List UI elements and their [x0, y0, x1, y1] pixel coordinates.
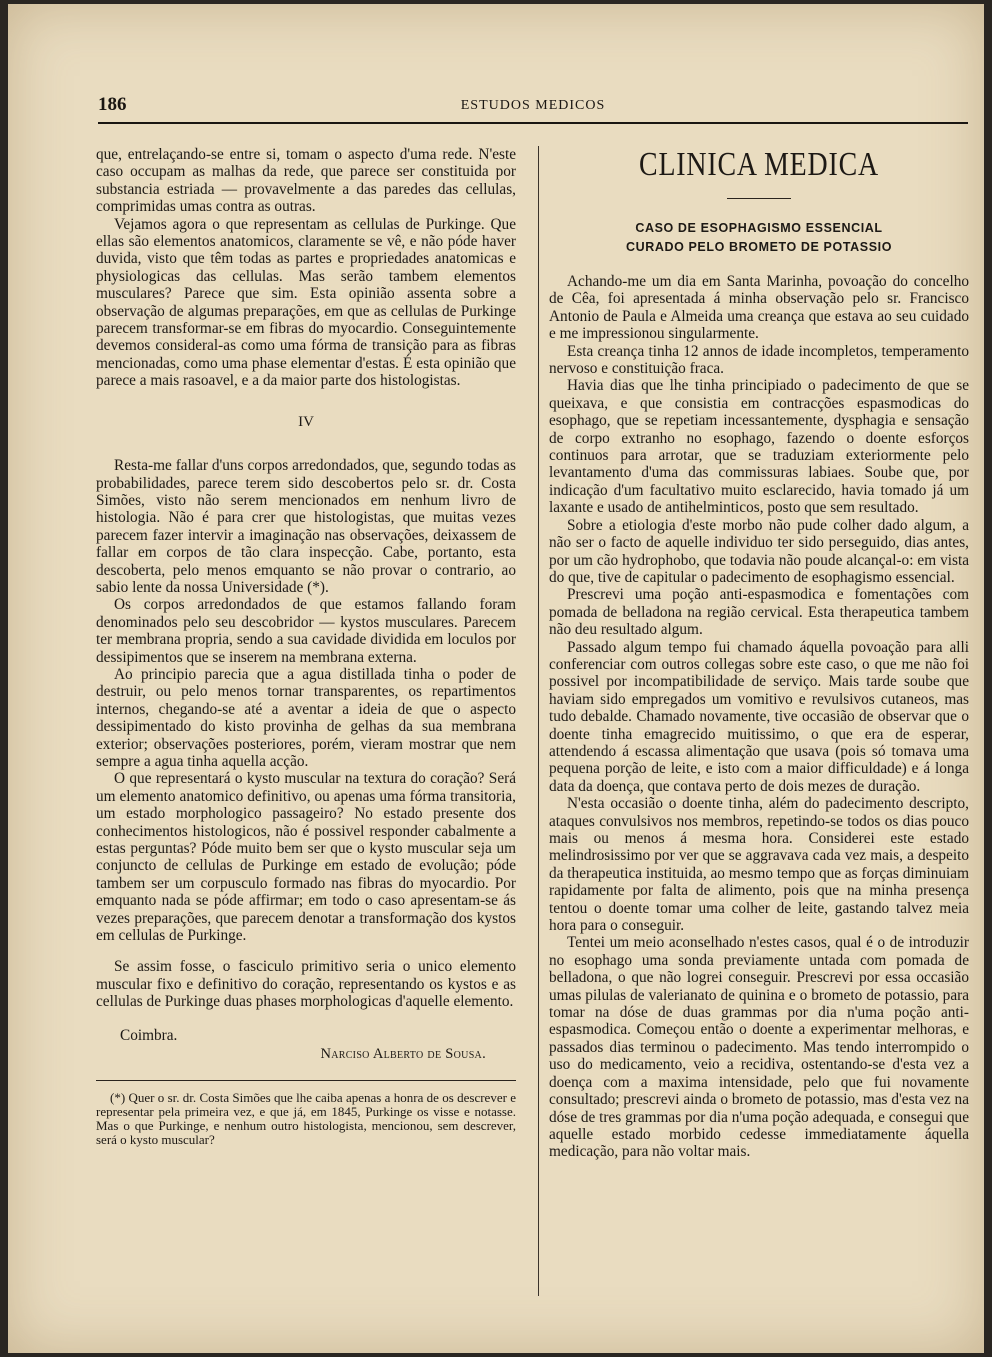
paragraph: Achando-me um dia em Santa Marinha, povoação do concelho de Cêa, foi apresentada á minha observação pelo sr. Francisco Antonio de Paula e Almeida uma creança que estava ao seu cuidado e me impressionou singularmente. [549, 273, 969, 343]
running-header [98, 92, 968, 124]
paragraph: que, entrelaçando-se entre si, tomam o aspecto d'uma rede. N'este caso occupam as malhas da rede, que parece ser constituida por substancia estriada — provavelmente a das paredes das cellulas, comprimidas umas contra as outras. [96, 146, 516, 216]
paragraph: Esta creança tinha 12 annos de idade incompletos, temperamento nervoso e constituição fraca. [549, 342, 969, 378]
paragraph: Se assim fosse, o fasciculo primitivo seria o unico elemento muscular fixo e definitivo do coração, representando os kystos e as cellulas de Purkinge duas phases morphologicas d'aquelle elemento. [96, 958, 516, 1011]
paragraph: Passado algum tempo fui chamado áquella povoação para alli conferenciar com outros collegas sobre este caso, o que me não foi possivel por incompatibilidade de serviço. Mais tarde soube que haviam sido empregados um vomitivo e revulsivos cutaneos, mas tudo debalde. Chamado novamente, tive occasião de observar que o doente tinha emagrecido muitissimo, o que era de esperar, attendendo á escassa alimentação que usava (pois só tomava uma pequena porção de leite, e isto com a maior difficuldade) e á longa data da doença, que contava perto de dois mezes de duração. [549, 638, 969, 795]
paragraph: N'esta occasião o doente tinha, além do padecimento descripto, ataques convulsivos nos membros, repetindo-se todos os dias pouco mais ou menos á mesma hora. Considerei este estado melindrosissimo por ver que se aggravava cada vez mais, a despeito da therapeutica instituida, ao mesmo tempo que as forças diminuiam rapidamente por falta de alimento, pois que na minha presença tentou o doente tomar uma colher de leite, gastando talvez meia hora para o conseguir. [549, 795, 969, 935]
section-numeral: IV [298, 413, 314, 430]
footnote-divider [96, 1080, 516, 1081]
paragraph: Os corpos arredondados de que estamos fallando foram denominados pelo seu descobridor — kystos musculares. Parecem ter membrana propria, sendo a sua cavidade dividida em loculos por dessipimentos que se inserem na membrana externa. [96, 596, 516, 666]
column-divider [538, 146, 539, 1296]
right-column [549, 146, 969, 1161]
paragraph: Vejamos agora o que representam as cellulas de Purkinge. Que ellas são elementos anatomicos, claramente se vê, e não póde haver duvida, visto que têm todas as partes e propriedades anatomicas e physiologicas das cellulas. Mas serão tambem elementos musculares? Parece que sim. Esta opinião assenta sobre a observação de algumas preparações, em que as cellulas de Purkinge parecem transformar-se em fibras do myocardio. Conseguintemente devemos consideral-as como uma fórma de transição para as fibras mencionadas, como uma phase elementar d'estas. É esta opinião que parece a mais rasoavel, e a da maior parte dos histologistas. [96, 215, 516, 390]
left-column [96, 146, 516, 1147]
subtitle-line: CURADO PELO BROMETO DE POTASSIO [625, 240, 893, 254]
author-signature: Narciso Alberto de Sousa. [320, 1046, 486, 1063]
paragraph: Prescrevi uma poção anti-espasmodica e fomentações com pomada de belladona na região cervical. Esta therapeutica tambem não deu resultado algum. [549, 586, 969, 639]
page-number: 186 [98, 94, 127, 115]
paragraph: Ao principio parecia que a agua distillada tinha o poder de destruir, ou pelo menos tornar transparentes, os repartimentos internos, chegando-se até a aventar a ideia de que o aspecto dessipimentado do kisto provinha de gelhas da sua membrana exterior; observações posteriores, porém, vieram mostrar que nem sempre a agua tinha aquella acção. [96, 665, 516, 770]
paragraph: Sobre a etiologia d'este morbo não pude colher dado algum, a não ser o facto de aquelle individuo ter sido perseguido, dias antes, por um cão hydrophobo, que todavia não poude alcançal-o: em vista do que, tive de capitular o padecimento de esophagismo essencial. [549, 516, 969, 586]
paragraph: Havia dias que lhe tinha principiado o padecimento de que se queixava, e que consistia em contracções espasmodicas do esophago, que se repetiam incessantemente, dysphagia e sensação de corpo extranho no esophago, fazendo o doente esforços continuos para arrotar, que se traduziam exteriormente pelo levantamento d'uma das commissuras labiaes. Soube que, por indicação d'um facultativo muito esclarecido, havia tomado já um laxante e usado de antihelminticos, posto que sem resultado. [549, 377, 969, 517]
document-page [8, 4, 984, 1353]
paragraph: Tentei um meio aconselhado n'estes casos, qual é o de introduzir no esophago uma sonda previamente untada com pomada de belladona, o que não logrei conseguir. Prescrevi por essa occasião umas pilulas de valerianato de quinina e o brometo de potassio, para tomar na dóse de duas grammas por dia n'uma poção anti-espasmodica. Começou então o doente a experimentar melhoras, e passados dias terminou o padecimento. Mas tendo interrompido o uso do medicamento, veio a recidiva, ostentando-se d'esta vez a doença com a maxima intensidade, pelo que fui novamente consultado; prescrevi ainda o brometo de potassio, mas d'esta vez na dóse de tres grammas por dia n'uma poção adequada, e consegui que aquelle estado morbido cedesse immediatamente áquella medicação, para não voltar mais. [549, 934, 969, 1161]
title-divider [727, 198, 791, 199]
paragraph: Resta-me fallar d'uns corpos arredondados, que, segundo todas as probabilidades, parece terem sido descobertos pelo sr. dr. Costa Simões, visto não serem mencionados em nenhum livro de histologia. Não é para crer que histologistas, que muitas vezes parecem fazer intervir a imaginação nas observações, deixassem de fallar em corpos de tão clara inspecção. Cabe, portanto, esta descoberta, pelo menos emquanto se não provar o contrario, ao sabio lente da nossa Universidade (*). [96, 457, 516, 596]
section-title: CLINICA MEDICA [639, 146, 879, 183]
article-subtitle [549, 219, 969, 257]
paragraph: O que representará o kysto muscular na textura do coração? Será um elemento anatomico definitivo, ou apenas uma fórma transitoria, um estado morphologico passageiro? No estado presente dos conhecimentos histologicos, não é possivel responder cabalmente a estas perguntas? Póde muito bem ser que o kysto muscular seja um conjuncto de cellulas de Purkinge em estado de evolução; póde tambem ser um corpusculo formado nas fibras do myocardio. Por emquanto nada se póde affirmar; em todo o caso apresentam-se ás vezes preparações, que parecem denotar a transformação dos kystos em cellulas de Purkinge. [96, 770, 516, 945]
subtitle-line: CASO DE ESOPHAGISMO ESSENCIAL [635, 221, 883, 235]
footnote: (*) Quer o sr. dr. Costa Simões que lhe caiba apenas a honra de os descrever e representar pela primeira vez, e que já, em 1845, Purkinge os visse e notasse. Mas o que Purkinge, e nenhum outro histologista, mencionou, sem descrever, será o kysto muscular? [96, 1089, 516, 1147]
journal-title: ESTUDOS MEDICOS [460, 98, 606, 113]
place-of-writing: Coimbra. [120, 1026, 178, 1044]
